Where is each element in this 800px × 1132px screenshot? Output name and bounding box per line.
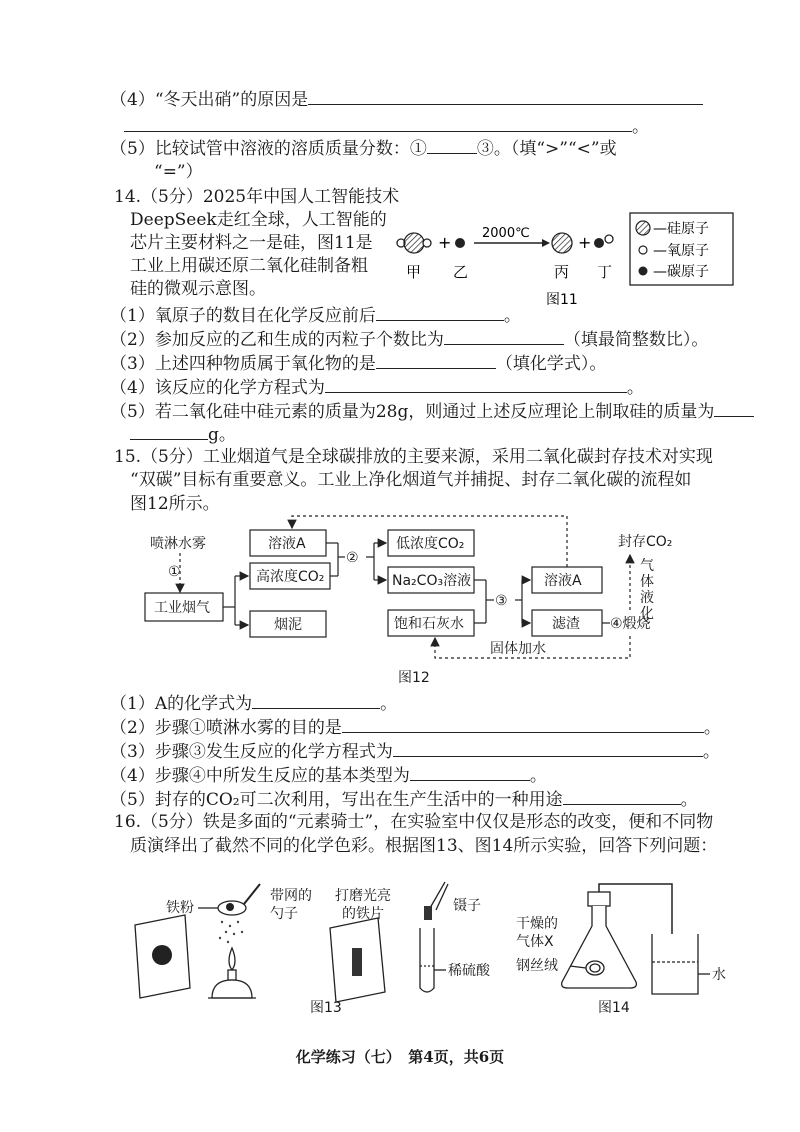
label-high-co2: 高浓度CO₂	[256, 569, 325, 585]
figure-13-caption: 图13	[310, 1000, 342, 1016]
label-mesh-spoon-2: 勺子	[270, 906, 298, 922]
q15-part2: （2）步骤①喷淋水雾的目的是 。	[110, 714, 721, 740]
alcohol-lamp	[208, 948, 256, 998]
label-mesh-spoon-1: 带网的	[270, 888, 312, 904]
q14-part5-line2: g。	[130, 421, 236, 447]
answer-blank[interactable]	[376, 302, 504, 321]
q13-part4	[110, 86, 703, 112]
q13-part4-text: （4）“冬天出硝”的原因是	[110, 90, 309, 110]
plus-sign: +	[438, 233, 452, 252]
answer-blank[interactable]	[342, 714, 704, 733]
label-low-co2: 低浓度CO₂	[396, 536, 465, 552]
step-2-label: ②	[346, 550, 359, 566]
label-saturated-limewater: 饱和石灰水	[394, 616, 464, 632]
label-sludge: 烟泥	[274, 617, 302, 633]
answer-blank[interactable]	[393, 738, 703, 757]
period: 。	[632, 117, 649, 137]
label-solid-add-water: 固体加水	[490, 641, 546, 657]
q15-part3: （3）步骤③发生反应的化学方程式为 。	[110, 738, 720, 764]
label-tweezers: 镊子	[453, 898, 481, 914]
q14-line2: DeepSeek走红全球，人工智能的	[130, 210, 387, 230]
label-bing: 丙	[554, 263, 570, 281]
figure-11-caption: 图11	[546, 292, 578, 308]
q13-part5-line2: “=”）	[154, 162, 203, 182]
label-water: 水	[712, 967, 726, 983]
iron-sheet-in-tweezers	[424, 906, 432, 920]
q13-part5-text-2: ③。（填“>”“<”或	[476, 139, 617, 159]
q14-line5: 硅的微观示意图。	[130, 279, 266, 299]
q16-heading: 16.（5分）铁是多面的“元素骑士”，在实验室中仅仅是形态的改变，便和不同物	[114, 812, 714, 832]
label-na2co3-solution: Na₂CO₃溶液	[392, 573, 472, 589]
legend-silicon: —硅原子	[653, 221, 709, 237]
polished-iron-sheet	[352, 948, 362, 976]
answer-blank[interactable]	[252, 690, 380, 709]
label-solution-a-2: 溶液A	[544, 573, 582, 589]
svg-text:液: 液	[640, 590, 654, 606]
page-footer: 化学练习（七） 第4页，共6页	[295, 1048, 505, 1066]
q16-line2: 质演绎出了截然不同的化学色彩。根据图13、图14所示实验，回答下列问题：	[130, 836, 718, 856]
answer-blank[interactable]	[325, 374, 627, 393]
sparks	[219, 921, 243, 943]
svg-text:化: 化	[640, 606, 654, 622]
q13-part5-text: （5）比较试管中溶液的溶质质量分数：①	[110, 139, 427, 159]
figure-11-reaction-diagram	[390, 205, 735, 310]
q14-part5: （5）若二氧化硅中硅元素的质量为28g，则通过上述反应理论上制取硅的质量为	[110, 398, 754, 424]
label-store-co2: 封存CO₂	[618, 534, 673, 550]
q14-part1: （1）氧原子的数目在化学反应前后 。	[110, 302, 521, 328]
molecule-silicon-dioxide	[397, 233, 431, 253]
q13-part5	[110, 135, 617, 161]
atom-carbon	[455, 238, 465, 248]
label-polished-1: 打磨光亮	[335, 888, 391, 904]
label-spray-mist: 喷淋水雾	[150, 536, 206, 552]
q15-heading: 15.（5分）工业烟道气是全球碳排放的主要来源，采用二氧化碳封存技术对实现	[114, 447, 713, 467]
figure-14-caption: 图14	[598, 1000, 630, 1016]
label-gas-liquefaction	[640, 558, 654, 622]
svg-text:气: 气	[640, 558, 654, 574]
label-ding: 丁	[597, 263, 613, 281]
label-iron-powder: 铁粉	[166, 900, 194, 916]
answer-blank[interactable]	[124, 113, 632, 132]
label-yi: 乙	[453, 263, 469, 281]
legend-carbon: —碳原子	[653, 264, 709, 280]
test-tube	[420, 928, 434, 992]
atom-silicon	[552, 233, 572, 253]
q14-line4: 工业上用碳还原二氧化硅制备粗	[130, 256, 368, 276]
label-jia: 甲	[406, 263, 422, 281]
label-solution-a-1: 溶液A	[268, 536, 306, 552]
q14-part4: （4）该反应的化学方程式为 。	[110, 374, 644, 400]
answer-blank[interactable]	[308, 86, 703, 105]
q14-line3: 芯片主要材料之一是硅，图11是	[130, 233, 373, 253]
figure-12-caption: 图12	[398, 670, 430, 686]
beaker	[652, 934, 698, 994]
q15-part1: （1）A的化学式为 。	[110, 690, 397, 716]
label-dry-gas-1: 干燥的	[516, 916, 558, 932]
q15-part4: （4）步骤④中所发生反应的基本类型为 。	[110, 762, 547, 788]
q15-part5: （5）封存的CO₂可二次利用，写出在生产生活中的一种用途 。	[110, 786, 698, 812]
q14-part3: （3）上述四种物质属于氧化物的是 （填化学式）。	[110, 350, 606, 376]
label-polished-2: 的铁片	[342, 906, 384, 922]
answer-blank[interactable]	[427, 135, 477, 154]
answer-blank[interactable]	[714, 398, 754, 417]
answer-blank[interactable]	[563, 786, 681, 805]
plus-sign: +	[578, 233, 592, 252]
answer-blank[interactable]	[376, 350, 496, 369]
step-3-label: ③	[495, 593, 508, 609]
answer-blank[interactable]	[444, 326, 564, 345]
molecule-carbon-monoxide	[594, 235, 613, 248]
q15-line2: “双碳”目标有重要意义。工业上净化烟道气并捕捉、封存二氧化碳的流程如	[130, 470, 692, 490]
label-dry-gas-2: 气体X	[516, 934, 554, 950]
answer-blank[interactable]	[410, 762, 530, 781]
reaction-condition: 2000℃	[482, 226, 530, 241]
label-dilute-sulfuric-acid: 稀硫酸	[448, 963, 490, 979]
q15-line3: 图12所示。	[130, 494, 220, 514]
figure-12-process-flowchart	[140, 510, 700, 690]
legend-oxygen: —氧原子	[653, 243, 709, 259]
label-flue-gas: 工业烟气	[154, 600, 210, 616]
step-4-calcine-label: ④煅烧	[610, 616, 651, 632]
answer-blank[interactable]	[130, 421, 208, 440]
label-filter-residue: 滤渣	[552, 616, 580, 632]
q14-heading: 14.（5分）2025年中国人工智能技术	[114, 187, 400, 207]
svg-text:体: 体	[640, 574, 654, 590]
figure-13-14-iron-experiments	[130, 870, 730, 1030]
iron-powder-pile	[152, 945, 172, 965]
step-1-label: ①	[168, 564, 181, 580]
label-steel-wool: 钢丝绒	[516, 958, 558, 974]
q14-part2: （2）参加反应的乙和生成的丙粒子个数比为 （填最简整数比）。	[110, 326, 708, 352]
